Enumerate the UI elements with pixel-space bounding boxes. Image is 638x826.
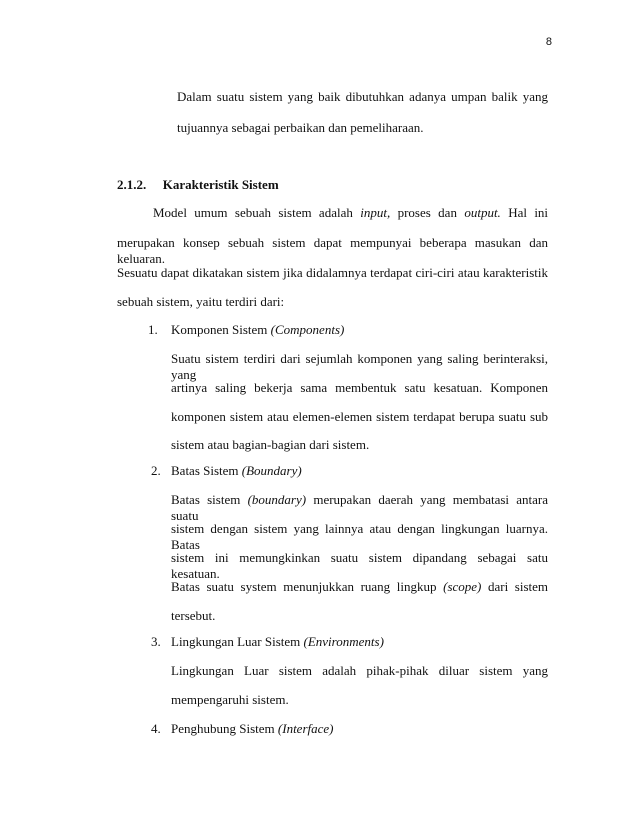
item-2-line-3: sistem ini memungkinkan suatu sistem dipandang sebagai satu kesatuan.: [171, 550, 548, 581]
item-1-line-2: artinya saling bekerja sama membentuk satu kesatuan. Komponen: [171, 380, 548, 395]
para-text: Batas sistem: [171, 492, 241, 507]
list-item-term: (Interface): [277, 721, 334, 736]
item-2-line-1: [171, 492, 548, 524]
section-heading: [117, 177, 279, 193]
paragraph-line-3: Sesuatu dapat dikatakan sistem jika didalamnya terdapat ciri-ciri atau karakteristik: [117, 265, 548, 280]
list-item-number: 1.: [148, 322, 158, 337]
list-item-title: Batas Sistem: [171, 463, 239, 478]
list-item-heading: [171, 322, 344, 338]
paragraph-line-1: [153, 205, 548, 221]
term-input: input,: [360, 205, 391, 220]
item-1-line-3: komponen sistem atau elemen-elemen sistem terdapat berupa suatu sub: [171, 409, 548, 424]
list-item-heading: [171, 463, 302, 479]
list-item-term: (Boundary): [241, 463, 302, 478]
list-item-number: 2.: [151, 463, 161, 478]
list-item-title: Penghubung Sistem: [171, 721, 275, 736]
list-item-title: Lingkungan Luar Sistem: [171, 634, 301, 649]
item-1-line-1: Suatu sistem terdiri dari sejumlah komponen yang saling berinteraksi, yang: [171, 351, 548, 382]
para-text: proses dan: [397, 205, 457, 220]
list-item-heading: [171, 721, 334, 737]
term-output: output.: [464, 205, 501, 220]
paragraph-line-2: merupakan konsep sebuah sistem dapat mempunyai beberapa masukan dan keluaran.: [117, 235, 548, 266]
intro-line-2: tujuannya sebagai perbaikan dan pemeliharaan.: [177, 120, 424, 135]
item-2-line-2: sistem dengan sistem yang lainnya atau dengan lingkungan luarnya. Batas: [171, 521, 548, 552]
term-boundary: (boundary): [247, 492, 307, 507]
para-text: merupakan daerah yang membatasi antara suatu: [171, 492, 549, 523]
list-item-heading: [171, 634, 384, 650]
list-item-term: (Components): [270, 322, 345, 337]
item-1-line-4: sistem atau bagian-bagian dari sistem.: [171, 437, 370, 452]
para-text: dari sistem: [487, 579, 549, 594]
list-item-number: 3.: [151, 634, 161, 649]
item-3-line-1: Lingkungan Luar sistem adalah pihak-pihak diluar sistem yang: [171, 663, 548, 678]
term-scope: (scope): [443, 579, 482, 594]
list-item-title: Komponen Sistem: [171, 322, 268, 337]
item-2-line-5: tersebut.: [171, 608, 216, 623]
list-item-term: (Environments): [303, 634, 384, 649]
paragraph-line-4: sebuah sistem, yaitu terdiri dari:: [117, 294, 285, 309]
page-number: 8: [545, 36, 552, 48]
item-2-line-4: [171, 579, 548, 595]
section-title: Karakteristik Sistem: [162, 177, 279, 192]
intro-line-1: Dalam suatu sistem yang baik dibutuhkan adanya umpan balik yang: [177, 89, 548, 104]
para-text: Batas suatu system menunjukkan ruang lingkup: [171, 579, 437, 594]
para-text: Hal ini: [508, 205, 549, 220]
list-item-number: 4.: [151, 721, 161, 736]
item-3-line-2: mempengaruhi sistem.: [171, 692, 289, 707]
para-text: Model umum sebuah sistem adalah: [153, 205, 353, 220]
section-number: 2.1.2.: [117, 177, 147, 192]
